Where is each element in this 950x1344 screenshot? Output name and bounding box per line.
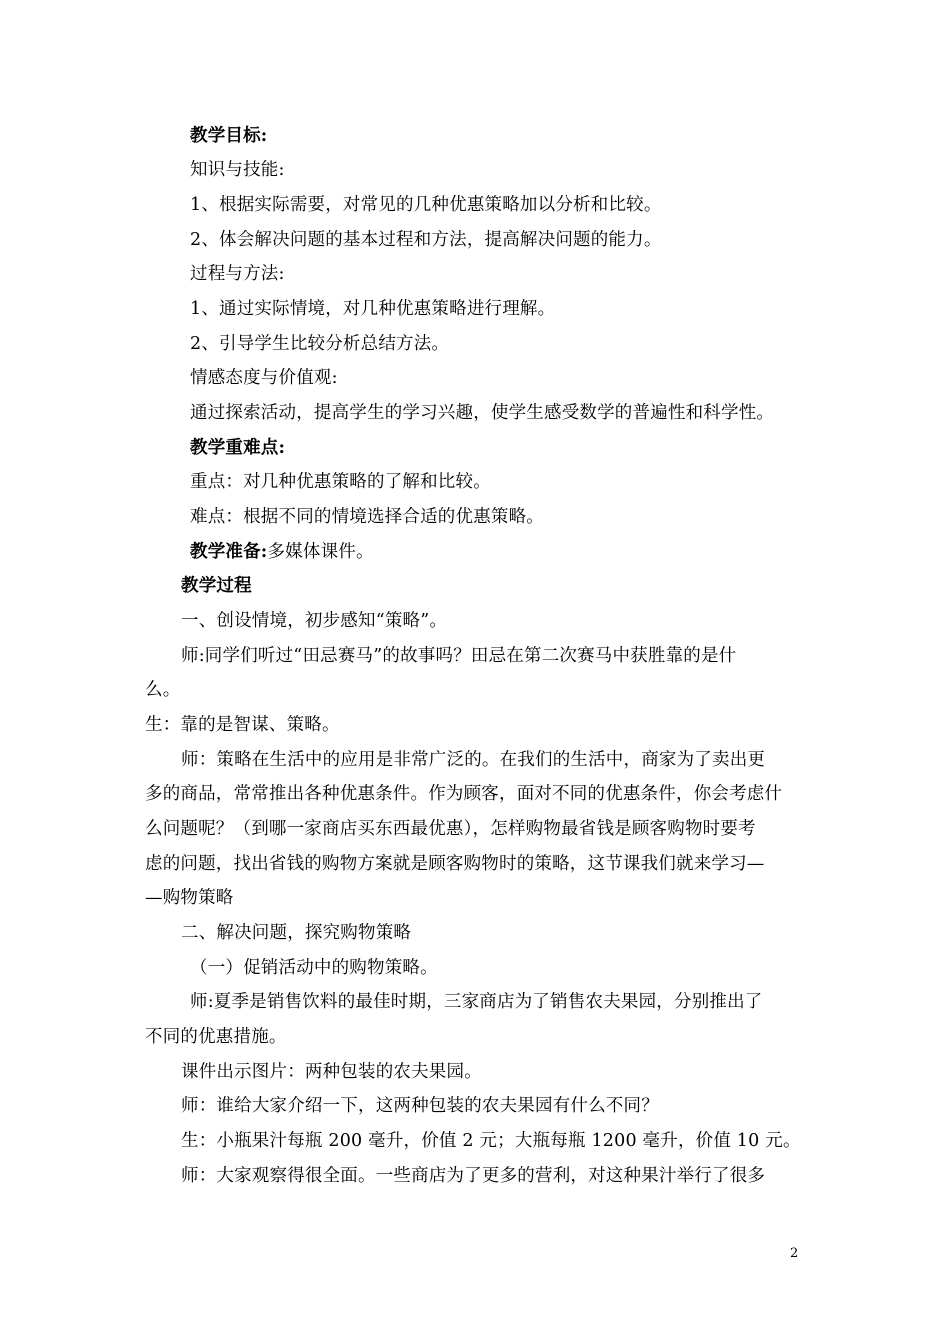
difficult-point: 难点：根据不同的情境选择合适的优惠策略。	[190, 507, 544, 527]
heading-teaching-process: 教学过程	[181, 576, 252, 596]
paragraph-line: 师:夏季是销售饮料的最佳时期，三家商店为了销售农夫果园，分别推出了	[190, 992, 763, 1012]
paragraph-line: 课件出示图片：两种包装的农夫果园。	[181, 1062, 482, 1082]
paragraph-line: —购物策略	[145, 888, 234, 908]
paragraph-line: 师：策略在生活中的应用是非常广泛的。在我们的生活中，商家为了卖出更	[181, 750, 766, 770]
goal-item-1: 1、根据实际需要，对常见的几种优惠策略加以分析和比较。	[190, 195, 662, 215]
preparation-value: 多媒体课件。	[267, 542, 374, 562]
paragraph-line: 虑的问题，找出省钱的购物方案就是顾客购物时的策略，这节课我们就来学习—	[145, 854, 765, 874]
subsection-title: （一）促销活动中的购物策略。	[190, 958, 438, 978]
key-point: 重点：对几种优惠策略的了解和比较。	[190, 472, 491, 492]
process-item-2: 2、引导学生比较分析总结方法。	[190, 334, 450, 354]
subheading-process-methods: 过程与方法:	[190, 264, 285, 284]
paragraph-line: 生：靠的是智谋、策略。	[145, 715, 340, 735]
heading-teaching-goals: 教学目标:	[190, 126, 268, 146]
process-item-1: 1、通过实际情境，对几种优惠策略进行理解。	[190, 299, 556, 319]
page-number: 2	[790, 1246, 799, 1261]
section-two-title: 二、解决问题，探究购物策略	[181, 923, 412, 943]
goal-item-2: 2、体会解决问题的基本过程和方法，提高解决问题的能力。	[190, 230, 662, 250]
paragraph-line: 么。	[145, 680, 181, 700]
paragraph-line: 师：大家观察得很全面。一些商店为了更多的营利，对这种果汁举行了很多	[181, 1166, 766, 1186]
section-one-title: 一、创设情境，初步感知“策略”。	[181, 611, 448, 631]
subheading-emotion-values: 情感态度与价值观:	[190, 368, 338, 388]
heading-key-points: 教学重难点:	[190, 438, 286, 458]
preparation-line	[190, 540, 374, 564]
heading-preparation: 教学准备:	[190, 542, 268, 562]
paragraph-line: 师：谁给大家介绍一下，这两种包装的农夫果园有什么不同？	[181, 1096, 659, 1116]
emotion-item: 通过探索活动，提高学生的学习兴趣，使学生感受数学的普遍性和科学性。	[190, 403, 775, 423]
paragraph-line: 不同的优惠措施。	[145, 1027, 287, 1047]
subheading-knowledge-skills: 知识与技能:	[190, 160, 285, 180]
paragraph-line: 多的商品，常常推出各种优惠条件。作为顾客，面对不同的优惠条件，你会考虑什	[145, 784, 783, 804]
paragraph-line: 生：小瓶果汁每瓶 200 毫升，价值 2 元；大瓶每瓶 1200 毫升，价值 10 元。	[181, 1131, 801, 1151]
paragraph-line: 么问题呢？（到哪一家商店买东西最优惠），怎样购物最省钱是顾客购物时要考	[145, 819, 756, 839]
paragraph-line: 师:同学们听过“田忌赛马”的故事吗？田忌在第二次赛马中获胜靠的是什	[181, 646, 737, 666]
